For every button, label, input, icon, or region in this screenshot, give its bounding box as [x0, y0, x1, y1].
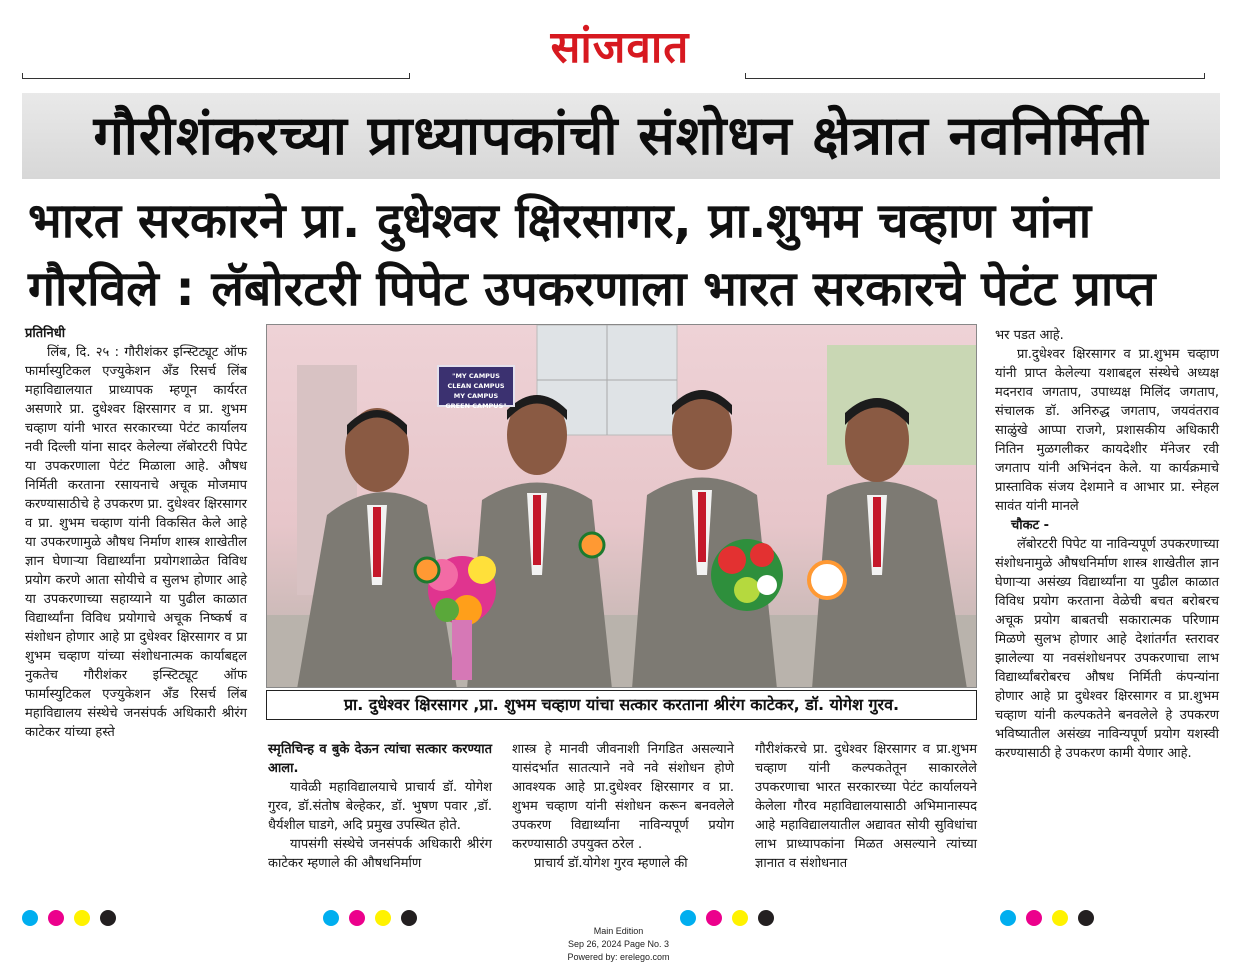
headline: गौरीशंकरच्या प्राध्यापकांची संशोधन क्षेत्रात नवनिर्मिती	[93, 104, 1149, 167]
article-paragraph: प्रा.दुधेश्वर क्षिरसागर व प्रा.शुभम चव्हाण यांनी प्राप्त केलेल्या यशाबद्दल संस्थेचे अध्यक्ष मदनराव जगताप, उपाध्यक्ष मिलिंद जगताप, संचालक डॉ. अनिरुद्ध जगताप, जयवंतराव साळुंखे आप्पा राजगे, प्रशासकीय अधिकारी नितिन मुळगलीकर कायदेशीर मॅनेजर रवी जगताप यांनी अभिनंदन केले. या कार्यक्रमाचे प्रास्ताविक संजय देशमाने व आभार प्रा. स्नेहल सावंत यांनी मानले	[995, 347, 1219, 514]
article-paragraph: गौरीशंकरचे प्रा. दुधेश्वर क्षिरसागर व प्रा.शुभम चव्हाण यांनी कल्पकतेतून साकारलेले उपकरणाचा भारत सरकारच्या पेटंट कार्यालयने केलेला गौरव महाविद्यालयासाठी अभिमानास्पद आहे महाविद्यालयातील अद्यावत सोयी सुविधांचा लाभ प्राध्यापकांना मिळत असल्याने त्यांच्या ज्ञानात व संशोधनात	[755, 742, 977, 871]
registration-dot-magenta	[349, 910, 365, 926]
registration-dot-cyan	[680, 910, 696, 926]
article-paragraph: प्राचार्य डॉ.योगेश गुरव म्हणाले की	[534, 856, 688, 871]
registration-marks	[0, 910, 1237, 926]
article-column-left	[25, 324, 247, 742]
registration-dot-magenta	[706, 910, 722, 926]
article-column-right	[995, 326, 1219, 763]
registration-dot-cyan	[323, 910, 339, 926]
article-paragraph: भर पडत आहे.	[995, 328, 1064, 343]
headline-band	[22, 93, 1220, 179]
subheadline-line-2: गौरविले : लॅबोरटरी पिपेट उपकरणाला भारत सरकारचे पेटंट प्राप्त	[28, 261, 1156, 317]
article-paragraph: स्मृतिचिन्ह व बुके देऊन त्यांचा सत्कार करण्यात आला.	[268, 742, 492, 776]
article-paragraph: शास्त्र हे मानवी जीवनाशी निगडित असल्याने यासंदर्भात सातत्याने नवे नवे संशोधन होणे आवश्यक आहे प्रा.दुधेश्वर क्षिरसागर व प्रा. शुभम चव्हाण यांनी संशोधन करून बनवलेले उपकरण विद्यार्थ्यांना नाविन्यपूर्ण प्रयोग करण्यासाठी उपयुक्त ठरेल .	[512, 742, 734, 852]
news-photo	[266, 324, 977, 688]
article-paragraph: यावेळी महाविद्यालयाचे प्राचार्य डॉ. योगेश गुरव, डॉ.संतोष बेल्हेकर, डॉ. भुषण पवार ,डॉ. धैर्यशील घाडगे, अदि प्रमुख उपस्थित होते.	[268, 780, 492, 833]
masthead	[0, 0, 1237, 85]
article-column-bottom-2	[512, 740, 734, 873]
registration-dot-cyan	[1000, 910, 1016, 926]
photo-illustration	[267, 325, 977, 688]
byline: प्रतिनिधी	[25, 326, 66, 341]
box-heading: चौकट -	[1011, 518, 1050, 533]
article-paragraph: यापसंगी संस्थेचे जनसंपर्क अधिकारी श्रीरंग काटेकर म्हणाले की औषधनिर्माण	[268, 837, 492, 871]
masthead-rule-left	[22, 73, 410, 79]
photo-caption: प्रा. दुधेश्वर क्षिरसागर ,प्रा. शुभम चव्हाण यांचा सत्कार करताना श्रीरंग काटेकर, डॉ. योगेश गुरव.	[266, 690, 977, 720]
article-paragraph: लॅबोरटरी पिपेट या नाविन्यपूर्ण उपकरणाच्या संशोधनामुळे औषधनिर्माण शास्त्र शाखेतील ज्ञान घेणाऱ्या असंख्य विद्यार्थ्यांना या पुढील काळात विविध प्रयोग करताना वेळेची बचत बरोबरच अचूक प्रयोग बाबतची सकारात्मक परिणाम मिळणे सुलभ होणार आहे देशांतर्गत स्तरावर झालेल्या या नवसंशोधनपर उपकरणाचा लाभ विद्यार्थ्यांबरोबरच औषध निर्मिती कंपन्यांना होणार आहे प्रा दुधेश्वर क्षिरसागर व प्रा.शुभम चव्हाण यांनी कल्पकतेने बनवलेले हे उपकरण भविष्यातील असंख्य नाविन्यपूर्ण प्रयोग यशस्वी करण्यासाठी हे उपकरण कामी येणार आहे.	[995, 537, 1219, 761]
article-column-bottom-3	[755, 740, 977, 873]
registration-dot-black	[100, 910, 116, 926]
registration-dot-magenta	[1026, 910, 1042, 926]
registration-dot-magenta	[48, 910, 64, 926]
masthead-rule-right	[745, 73, 1205, 79]
article-column-bottom-1	[268, 740, 492, 873]
edition-label: Main Edition	[593, 926, 644, 936]
registration-dot-yellow	[375, 910, 391, 926]
registration-dot-yellow	[74, 910, 90, 926]
registration-dot-black	[401, 910, 417, 926]
registration-dot-cyan	[22, 910, 38, 926]
campus-sign: "MY CAMPUS CLEAN CAMPUS MY CAMPUS GREEN CAMPUS"	[437, 365, 515, 407]
subheadline-line-1: भारत सरकारने प्रा. दुधेश्वर क्षिरसागर, प्रा.शुभम चव्हाण यांना	[28, 193, 1092, 249]
date-page-label: Sep 26, 2024 Page No. 3	[567, 939, 670, 949]
powered-by-label: Powered by: erelego.com	[567, 952, 670, 962]
registration-dot-black	[1078, 910, 1094, 926]
registration-dot-black	[758, 910, 774, 926]
registration-dot-yellow	[732, 910, 748, 926]
registration-dot-yellow	[1052, 910, 1068, 926]
page-footer	[0, 925, 1237, 964]
article-paragraph: लिंब, दि. २५ : गौरीशंकर इन्स्टिट्यूट ऑफ फार्मास्युटिकल एज्युकेशन अँड रिसर्च लिंब महाविद्यालयात प्राध्यापक म्हणून कार्यरत असणारे प्रा. दुधेश्वर क्षिरसागर व प्रा. शुभम चव्हाण यांनी भारत सरकारच्या पेटंट कार्यालय नवी दिल्ली यांना सादर केलेल्या लॅबोरटरी पिपेट या उपकरणाला पेटंट मिळाला आहे. औषध निर्मिती करताना रसायनाचे अचूक मोजमाप करण्यासाठीचे हे उपकरण प्रा. दुधेश्वर क्षिरसागर व प्रा. शुभम चव्हाण यांनी विकसित केले आहे या उपकरणामुळे औषध निर्माण शास्त्र शाखेतील ज्ञान घेणाऱ्या विद्यार्थ्यांना प्रयोगशाळेत विविध प्रयोग करणे आता सोयीचे व सुलभ होणार आहे या उपकरणाच्या सहाय्याने या पुढील काळात विद्यार्थ्यांना विविध प्रयोगाचे अचूक निष्कर्ष व संशोधन होणार आहे प्रा दुधेश्वर क्षिरसागर व प्रा शुभम चव्हाण यांच्या संशोधनात्मक कार्याबद्दल नुकतेच गौरीशंकर इन्स्टिट्यूट ऑफ फार्मास्युटिकल एज्युकेशन अँड रिसर्च लिंब महाविद्यालय संस्थेचे जनसंपर्क अधिकारी श्रीरंग काटेकर यांच्या हस्ते	[25, 345, 247, 740]
newspaper-logo: सांजवात	[550, 22, 690, 73]
